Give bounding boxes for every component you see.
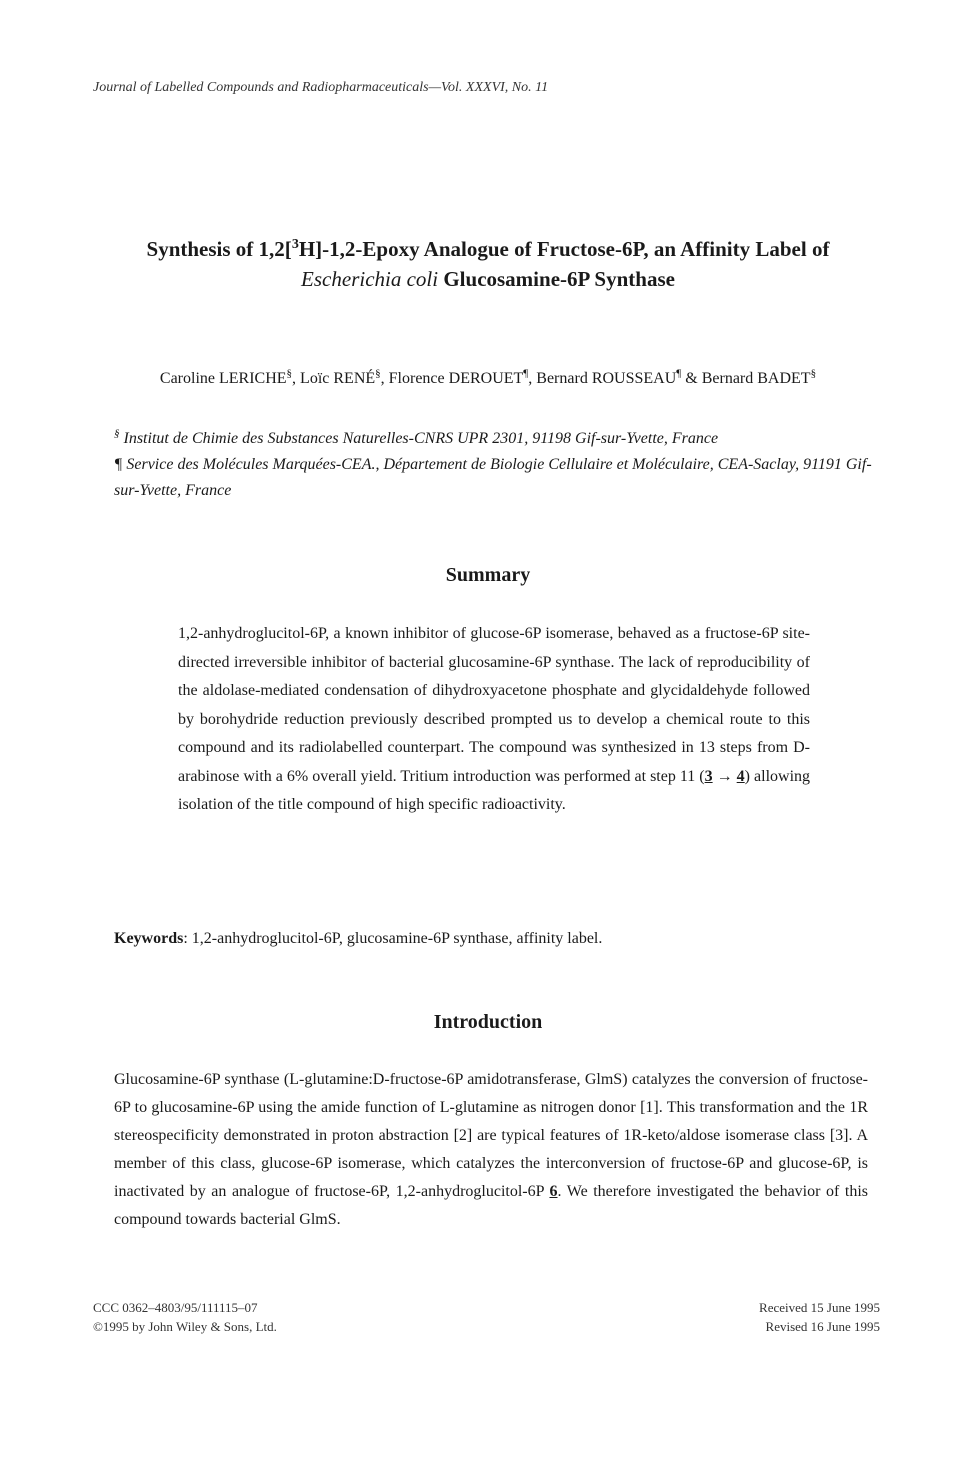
copyright: ©1995 by John Wiley & Sons, Ltd. — [93, 1319, 277, 1334]
compound-ref-4: 4 — [736, 767, 745, 785]
author-first-name: Bernard — [701, 370, 758, 387]
title-part3: Glucosamine-6P Synthase — [438, 267, 675, 291]
author-last-name: LERICHE — [219, 370, 287, 387]
footer-right — [759, 1298, 880, 1336]
author-affiliation-mark: ¶ — [523, 367, 529, 380]
author — [536, 367, 702, 387]
author — [701, 367, 817, 387]
author-separator: , — [292, 370, 301, 387]
author-separator: , — [528, 370, 537, 387]
author-first-name: Florence — [388, 370, 449, 387]
journal-header: Journal of Labelled Compounds and Radiopharmaceuticals—Vol. XXXVI, No. 11 — [93, 80, 549, 95]
author-first-name: Loïc — [300, 370, 334, 387]
keywords-line — [114, 930, 602, 948]
summary-text-after: ) allowing isolation of the title compound of high specific radioactivity. — [178, 767, 811, 813]
title-part1: Synthesis of 1,2[ — [146, 237, 292, 261]
intro-text-after: . We therefore investigated the behavior of this compound towards bacterial GlmS. — [114, 1183, 868, 1228]
keywords-label: Keywords — [114, 930, 184, 947]
author-affiliation-mark: § — [375, 367, 381, 380]
author-first-name: Bernard — [536, 370, 592, 387]
keywords-text: : 1,2-anhydroglucitol-6P, glucosamine-6P synthase, affinity label. — [183, 930, 603, 947]
author-first-name: Caroline — [159, 370, 219, 387]
compound-ref-3: 3 — [704, 767, 713, 785]
summary-heading: Summary — [445, 564, 531, 586]
author — [159, 367, 301, 387]
author-affiliation-mark: § — [810, 367, 817, 380]
reaction-arrow: → — [712, 767, 737, 785]
summary-text-before: 1,2-anhydroglucitol-6P, a known inhibitor of glucose-6P isomerase, behaved as a fructose-6P site-directed irreversible inhibitor of bacterial glucosamine-6P synthase. The lack of reproducibility of the aldolase-mediated condensation of dihydroxyacetone phosphate and glycidaldehyde followed by borohydride reduction previously described prompted us to develop a chemical route to this compound and its radiolabelled counterpart. The compound was synthesized in 13 steps from D-arabinose with a 6% overall yield. Tritium introduction was performed at step 11 ( — [178, 625, 810, 785]
affiliation-2-mark: ¶ — [114, 456, 123, 473]
author — [388, 367, 537, 387]
affiliation-2 — [114, 452, 874, 504]
author-separator: & — [681, 370, 702, 387]
title-superscript: 3 — [291, 237, 299, 252]
introduction-paragraph — [114, 1066, 868, 1234]
title-part2: H]-1,2-Epoxy Analogue of Fructose-6P, an Affinity Label of — [298, 237, 830, 261]
affiliations — [114, 426, 874, 504]
author-separator: , — [380, 370, 389, 387]
affiliation-2-text: Service des Molécules Marquées-CEA., Département de Biologie Cellulaire et Moléculaire, CEA-Saclay, 91191 Gif-sur-Yvette, France — [114, 456, 872, 499]
intro-text-before: Glucosamine-6P synthase (L-glutamine:D-fructose-6P amidotransferase, GlmS) catalyzes the conversion of fructose-6P to glucosamine-6P using the amide function of L-glutamine as nitrogen donor [1]. This transformation and the 1R stereospecificity demonstrated in proton abstraction [2] are typical features of 1R-keto/aldose isomerase class [3]. A member of this class, glucose-6P isomerase, which catalyzes the interconversion of fructose-6P and glucose-6P, is inactivated by an analogue of fructose-6P, 1,2-anhydroglucitol-6P — [114, 1071, 868, 1200]
title-italic-organism: Escherichia coli — [301, 267, 439, 291]
author-affiliation-mark: § — [286, 367, 293, 380]
affiliation-1 — [114, 426, 874, 452]
introduction-heading: Introduction — [433, 1011, 543, 1033]
author-last-name: RENÉ — [333, 370, 376, 387]
received-date: Received 15 June 1995 — [759, 1300, 880, 1315]
paper-title — [0, 234, 976, 294]
ccc-code: CCC 0362–4803/95/111115–07 — [93, 1300, 258, 1315]
summary-paragraph — [178, 620, 810, 820]
affiliation-1-mark: § — [114, 427, 120, 440]
author-last-name: BADET — [757, 370, 811, 387]
footer-left — [93, 1298, 277, 1336]
affiliation-1-text: Institut de Chimie des Substances Naturelles-CNRS UPR 2301, 91198 Gif-sur-Yvette, France — [119, 430, 719, 447]
author — [300, 367, 389, 387]
author-last-name: DEROUET — [448, 370, 524, 387]
revised-date: Revised 16 June 1995 — [765, 1319, 880, 1334]
author-list — [0, 367, 976, 388]
author-last-name: ROUSSEAU — [591, 370, 677, 387]
compound-ref-6: 6 — [549, 1183, 558, 1200]
author-affiliation-mark: ¶ — [676, 367, 682, 380]
